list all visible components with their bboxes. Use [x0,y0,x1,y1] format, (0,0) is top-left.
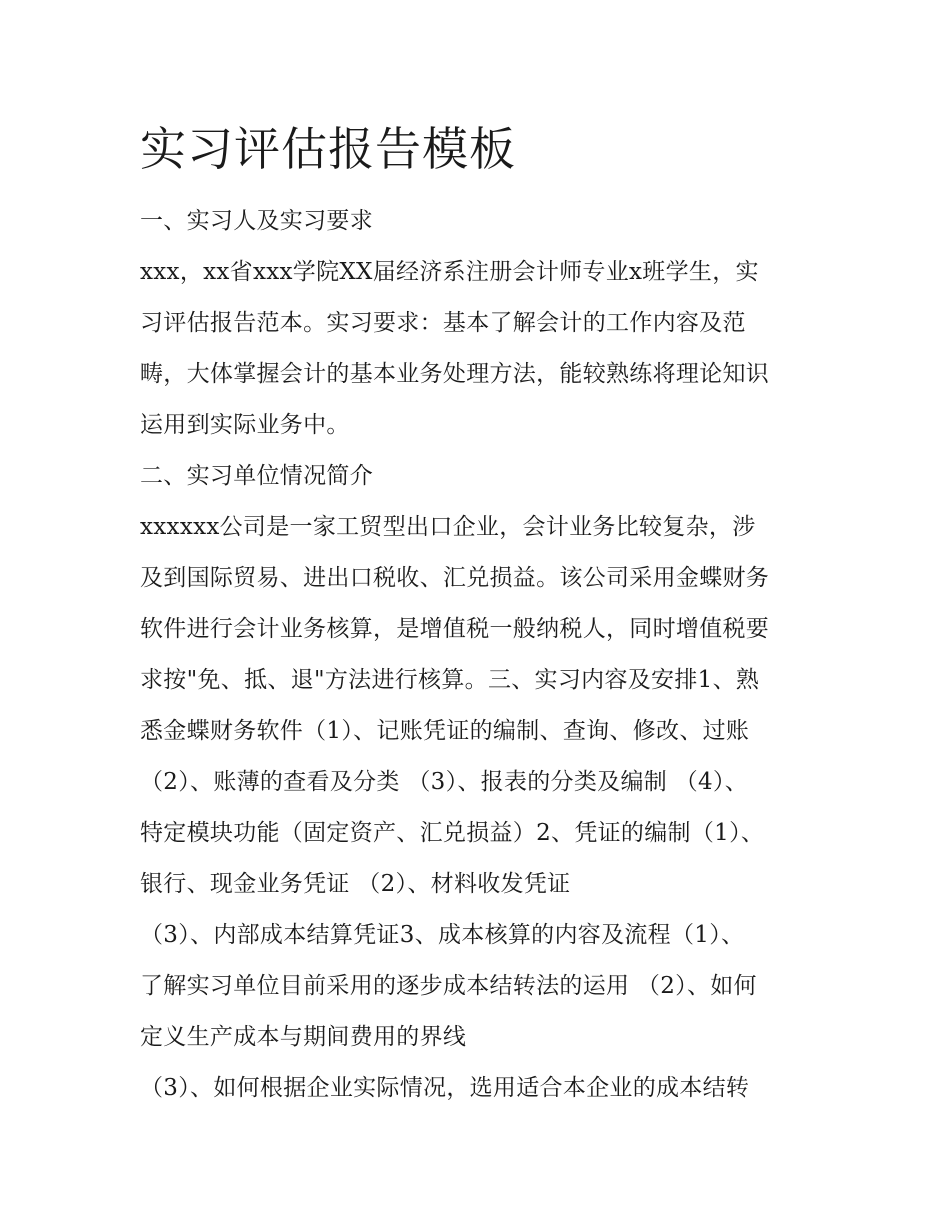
section-heading-2: 二、实习单位情况简介 [140,463,373,489]
paragraph-line: xxx，xx省xxx学院XX届经济系注册会计师专业x班学生，实 [140,259,759,285]
paragraph-line: 求按"免、抵、退"方法进行核算。三、实习内容及安排1、熟 [140,667,760,693]
paragraph-line: 特定模块功能（固定资产、汇兑损益）2、凭证的编制（1）、 [140,820,765,846]
paragraph-line: 畴，大体掌握会计的基本业务处理方法，能较熟练将理论知识 [140,361,770,387]
document-page [140,112,816,1114]
paragraph-line: xxxxxx公司是一家工贸型出口企业，会计业务比较复杂，涉 [140,514,756,540]
paragraph-line: （3）、如何根据企业实际情况，选用适合本企业的成本结转 [140,1075,750,1101]
paragraph-line: （2）、账薄的查看及分类 （3）、报表的分类及编制 （4）、 [140,769,749,795]
paragraph-line: 软件进行会计业务核算，是增值税一般纳税人，同时增值税要 [140,616,770,642]
paragraph-line: 悉金蝶财务软件（1）、记账凭证的编制、查询、修改、过账 [140,718,750,744]
paragraph-line: 习评估报告范本。实习要求：基本了解会计的工作内容及范 [140,310,746,336]
paragraph-line: （3）、内部成本结算凭证3、成本核算的内容及流程（1）、 [140,922,745,948]
paragraph-line: 了解实习单位目前采用的逐步成本结转法的运用 （2）、如何 [140,973,757,999]
document-title: 实习评估报告模板 [140,122,516,176]
paragraph-line: 定义生产成本与期间费用的界线 [140,1024,467,1050]
section-heading-1: 一、实习人及实习要求 [140,208,373,234]
paragraph-line: 银行、现金业务凭证 （2）、材料收发凭证 [140,871,571,897]
paragraph-line: 及到国际贸易、进出口税收、汇兑损益。该公司采用金蝶财务 [140,565,770,591]
paragraph-line: 运用到实际业务中。 [140,412,350,438]
